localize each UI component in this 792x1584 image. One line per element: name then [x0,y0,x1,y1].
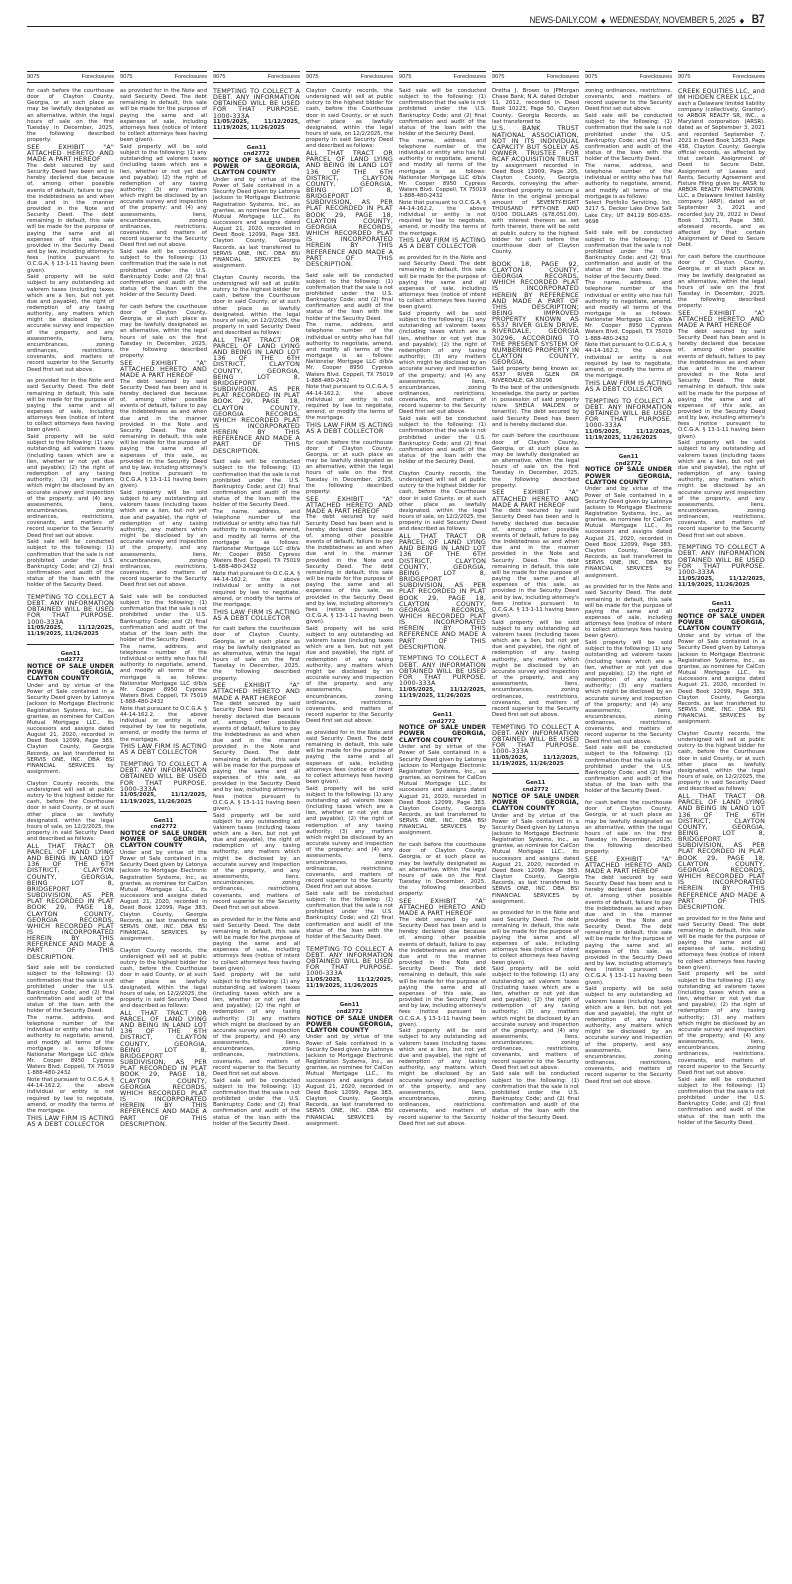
notice-paragraph: Said property will be sold subject to any outstanding ad valorem taxes (including taxes which are a lien, but not yet due and payable), the right of redemption of any taxing authority, any matters which might be disclosed by an accurate survey and inspection of the property, and any assessments, liens, encumbrances, zoning ordinances, restrictions, covenants, and matters of record superior to the Security Deed first set out above. [678,440,765,539]
notice-column [585,65,672,1577]
spacer [306,1127,393,1132]
notice-paragraph: as provided for in the Note and said Security Deed. The debt remaining in default, this sale will be made for the purpose of paying the same and all expenses of sale, including attorneys fees (notice of intent to collect attorneys fees having been given). [678,915,765,971]
notice-paragraph: Said sale will be conducted subject to the following: (1) confirmation that the sale is not prohibited under the U.S. Bankruptcy Code; and (2) final confirmation and audit of the status of the loan with the holder of the Security Deed. [399,88,486,138]
diamond-separator-icon: ◆ [600,18,606,25]
notice-divider [213,138,300,139]
notice-paragraph: Said property will be sold subject to the following: (1) any outstanding ad valorem taxes (including taxes which are a lien, whether or not yet due and payable); (2) the right of redemption of any taxing authority; (3) any matters which might be disclosed by an accurate survey and inspection of the property; and (4) any assessments, liens, encumbrances, zoning ordinances, restrictions, covenants, and matters of record superior to the Security Deed first set out above. [678,971,765,1076]
notice-paragraph: Clayton County records, the undersigned will sell at public outcry to the highest bidder for cash, before the Courthouse door in said County, or at such other place as lawfully designated, within the legal hours of sale, on 12/2/2025, the property in said Security Deed and described as follows: [306,88,393,150]
notice-paragraph: CREEK EQUITIES LLC, and IM HIDDEN CREEK LLC, [678,87,765,102]
category-label: Foreclosures [267,74,300,80]
notice-paragraph: The name, address, and telephone number of the individual or entity who has full authority to negotiate, amend, and modify all terms of the mortgage is as follows: Nationstar Mortgage LLC d/b/a Mr. Cooper 8950 Cypress Waters Blvd. Coppell, TX 75019 1-888-480-2432 [213,509,300,571]
notice-paragraph: Under and by virtue of the Power of Sale contained in a Security Deed given by Latonya Jackson to Mortgage Electronic Registration Systems, Inc., as grantee, as nominee for CalCon Mutual Mortgage LLC., its successors and assigns dated August 21, 2020, recorded in Deed Book 12099, Page 383, Clayton County, Georgia Records, as last transferred to SERVIS ONE, INC. DBA BSI FINANCIAL SERVICES by assignment. [492,812,579,905]
notice-paragraph: Note that pursuant to O.C.G.A. § 44-14-162.2, the above individual or entity is not required by law to negotiate, amend, or modify the terms of the mortgage. [306,384,393,422]
notice-paragraph: for cash before the courthouse door of Clayton County, Georgia, or at such place as may be lawfully designated as an alternative, within the legal hours of sale on the first Tuesday in December, 2025, the following described property: [213,626,300,682]
notice-paragraph: 11/05/2025, 11/12/2025, 11/19/2025, 11/26/2025 [120,792,207,805]
notice-column [492,65,579,1577]
notice-paragraph: The debt secured by said Security Deed has been and is hereby declared due because of, among other possible events of default, failure to pay the indebtedness as and when due and in the manner provided in the Note and Security Deed. The debt remaining in default, this sale will be made for the purpose of paying the same and all expenses of this sale, as provided in the Security Deed and by law, including attorney's fees (notice pursuant to O.C.G.A. § 13-1-11 having been given). [678,328,765,440]
notice-paragraph: Said sale will be conducted subject to the following: (1) confirmation that the sale is not prohibited under the U.S. Bankruptcy Code; and (2) final confirmation and audit of the status of the loan with the holder of the Security Deed. [213,459,300,509]
notice-divider [678,594,765,595]
spacer [585,1085,672,1090]
notice-body [492,88,579,1126]
notice-body [306,88,393,1132]
notice-paragraph: Gen11 [432,712,453,718]
notice-title: NOTICE OF SALE UNDER POWER GEORGIA, CLAYTON COUNTY [585,466,672,486]
notice-paragraph: The name, address, and telephone number of the individual or entity who has full authority to negotiate, amend, and modify all terms of the mortgage is as follows: Nationstar Mortgage LLC d/b/a Mr. Cooper 8950 Cypress Waters Blvd. Coppell, TX 75019 1-888-480-2432 [120,643,207,706]
spacer [213,1127,300,1132]
notice-paragraph: ALL THAT TRACT OR PARCEL OF LAND LYING AND BEING IN LAND LOT 136 OF THE 6TH DISTRICT, CLAYTON COUNTY, GEORGIA, BEING LOT 8, BRIDGEPORT SUBDIVISION, AS PER PLAT RECORDED IN PLAT BOOK 29, PAGE 18, CLAYTON COUNTY, GEORGIA RECORDS, WHICH RECORDED PLAT IS INCORPORATED HEREIN BY THIS REFERENCE AND MADE A PART OF THIS DESCRIPTION. [120,1008,207,1128]
masthead [0,0,792,28]
notice-paragraph: Said property will be sold subject to the following: (1) any outstanding ad valorem taxes (including taxes which are a lien, whether or not yet due and payable); (2) the right of redemption of any taxing authority; (3) any matters which might be disclosed by an accurate survey and inspection of the property; and (4) any assessments, liens, encumbrances, zoning ordinances, restrictions, covenants, and matters of record superior to the Security Deed first set out above. [492,966,579,1071]
notice-title: NOTICE OF SALE UNDER POWER GEORGIA, CLAYTON COUNTY [678,613,765,633]
notice-paragraph: Said property will be sold subject to any outstanding ad valorem taxes (including taxes which are a lien, but not yet due and payable), the right of redemption of any taxing authority, any matters which might be disclosed by an accurate survey and inspection of the property, and any assessments, liens, encumbrances, zoning ordinances, restrictions, covenants, and matters of record superior to the Security Deed first set out above. [120,490,207,589]
notice-paragraph: TEMPTING TO COLLECT A DEBT. ANY INFORMATION OBTAINED WILL BE USED FOR THAT PURPOSE. 1000-333A [492,722,579,756]
notice-title: NOTICE OF SALE UNDER POWER GEORGIA, CLAYTON COUNTY [399,724,486,744]
notice-paragraph: Dretha J. Brown to JPMorgan Chase Bank, N.A. dated October 11, 2012, recorded in Deed Book 10223, Page 50, Clayton County, Georgia Records, as last transferred to [492,88,579,125]
notice-paragraph: Said sale will be conducted subject to the following: (1) confirmation that the sale is not prohibited under the U.S. Bankruptcy Code; and (2) final confirmation and audit of the status of the loan with the holder of the Security Deed. [585,745,672,795]
notice-paragraph: TEMPTING TO COLLECT A DEBT. ANY INFORMATION OBTAINED WILL BE USED FOR THAT PURPOSE. 1000-333A [399,654,486,688]
notice-paragraph: for cash before the courthouse door of Clayton County, Georgia, or at such place as may be lawfully designated as an alternative, within the legal hours of sale on the first Tuesday in December, 2025, the following described property: [306,439,393,495]
notice-paragraph: The debt secured by said Security Deed has been and is hereby declared due because of, among other possible events of default, failure to pay the indebtedness as and when due and in the manner provided in the Note and Security Deed. The debt remaining in default, this sale will be made for the purpose of paying the same and all expenses of this sale, as provided in the Security Deed and by law, including attorney's fees (notice pursuant to O.C.G.A. § 13-1-11 having been given). [585,874,672,986]
notice-paragraph: THIS LAW FIRM IS ACTING AS A DEBT COLLECTOR [585,378,672,393]
notice-title: NOTICE OF SALE UNDER POWER GEORGIA, CLAYTON COUNTY [306,1014,393,1034]
notice-paragraph: Said property will be sold subject to the following: (1) any outstanding ad valorem taxes (including taxes which are a lien, whether or not yet due and payable); (2) the right of redemption of any taxing authority; (3) any matters which might be disclosed by an accurate survey and inspection of the property; and (4) any assessments, liens, encumbrances, zoning ordinances, restrictions, covenants, and matters of record superior to the Security Deed first set out above. [585,640,672,745]
notice-paragraph: Gen11 [618,454,639,461]
notice-column [120,65,207,1577]
notice-paragraph: Said sale will be conducted subject to the following: (1) confirmation that the sale is not prohibited under the U.S. Bankruptcy Code; and (2) final confirmation and audit of the status of the loan with the holder of the Security Deed. [27,539,114,589]
notice-paragraph: Said sale will be conducted subject to the following: (1) confirmation that the sale is not prohibited under the U.S. Bankruptcy Code; and (2) final confirmation and audit of the status of the loan with the holder of the Security Deed. [306,272,393,322]
notice-paragraph: cnd2772 [150,824,177,831]
notice-title: NOTICE OF SALE UNDER POWER GEORGIA, CLAYTON COUNTY [213,156,300,177]
notice-body [213,88,300,1132]
category-label: Foreclosures [453,74,486,80]
notice-paragraph: Said sale will be conducted subject to the following: (1) confirmation that the sale is not prohibited under the U.S. Bankruptcy Code; and (2) final confirmation and audit of the status of the loan with the holder of the Security Deed. [585,113,672,163]
notice-paragraph: Said sale will be conducted subject to the following: (1) confirmation that the sale is not prohibited under the U.S. Bankruptcy Code; and (2) final confirmation and audit of the status of the loan with the holder of the Security Deed. [399,416,486,466]
notice-paragraph: Gen11 [711,600,732,607]
category-label: Foreclosures [546,74,579,80]
notice-paragraph: for cash before the courthouse door of Clayton County, Georgia, or at such place as may be lawfully designated as an alternative, within the legal hours of sale on the first Tuesday in December, 2025, the following described property: [492,433,579,489]
notice-paragraph: Under and by virtue of the Power of Sale contained in a Security Deed given by Latonya Jackson to Mortgage Electronic Registration Systems, Inc., as grantee, as nominee for CalCon Mutual Mortgage LLC., its successors and assigns dated August 21, 2020, recorded in Deed Book 12099, Page 383, Clayton County, Georgia Records, as last transferred to SERVIS ONE, INC. DBA BSI FINANCIAL SERVICES by assignment. [27,682,114,776]
notice-paragraph: THIS LAW FIRM IS ACTING AS A DEBT COLLECTOR [120,742,207,757]
notice-paragraph: Clayton County records, the undersigned will sell at public outcry to the highest bidder for cash, before the Courthouse door in said County, or at such other place as lawfully designated, within the legal hours of sale, on 12/2/2025, the property in said Security Deed and described as follows: [27,780,114,843]
site-name: NEWS-DAILY.COM [529,15,597,26]
notice-paragraph: Said property will be sold subject to any outstanding ad valorem taxes (including taxes which are a lien, but not yet due and payable), the right of redemption of any taxing authority, any matters which might be disclosed by an accurate survey and inspection of the property, and any assessments, liens, encumbrances, zoning ordinances, restrictions, covenants, and matters of record superior to the Security Deed first set out above. [213,812,300,911]
notice-paragraph: Note that pursuant to O.C.G.A. § 44-14-162.2, the above individual or entity is not required by law to negotiate, amend, or modify the terms of the mortgage. [399,199,486,237]
notice-paragraph: TEMPTING TO COLLECT A DEBT. ANY INFORMATION OBTAINED WILL BE USED FOR THAT PURPOSE. 1000-333A [306,944,393,978]
notice-paragraph: ALL THAT TRACT OR PARCEL OF LAND LYING AND BEING IN LAND LOT 136 OF THE 6TH DISTRICT, CLAYTON COUNTY, GEORGIA, BEING LOT 8, BRIDGEPORT SUBDIVISION, AS PER PLAT RECORDED IN PLAT BOOK 29, PAGE 18, CLAYTON COUNTY, GEORGIA RECORDS, WHICH RECORDED PLAT IS INCORPORATED HEREIN BY THIS REFERENCE AND MADE A PART OF THIS DESCRIPTION. [27,841,114,961]
notice-paragraph: The name, address, and telephone number of the individual or entity who has full authority to negotiate, amend, and modify all terms of the mortgage is as follows: Nationstar Mortgage LLC d/b/a Mr. Cooper 8950 Cypress Waters Blvd. Coppell, TX 75019 1-888-480-2432 [399,137,486,200]
notice-paragraph: as provided for in the Note and said Security Deed. The debt remaining in default, this sale will be made for the purpose of paying the same and all expenses of sale, including attorneys fees (notice of intent to collect attorneys fees having been given). [306,729,393,786]
column-header [213,71,300,83]
notice-paragraph: Said property will be sold subject to the following: (1) any outstanding ad valorem taxes (including taxes which are a lien, whether or not yet due and payable); (2) the right of redemption of any taxing authority; (3) any matters which might be disclosed by an accurate survey and inspection of the property; and (4) any assessments, liens, encumbrances, zoning ordinances, restrictions, covenants, and matters of record superior to the Security Deed first set out above. [399,310,486,416]
category-code: 9075 [306,74,319,80]
notice-paragraph: SEE EXHIBIT "A" ATTACHED HERETO AND MADE A PART HEREOF [585,854,672,876]
notice-paragraph: Said sale will be conducted subject to the following: (1) confirmation that the sale is not prohibited under the U.S. Bankruptcy Code; and (2) final confirmation and audit of the status of the loan with the holder of the Security Deed. [585,230,672,280]
column-header [120,71,207,83]
notice-divider [120,811,207,812]
notice-title: NOTICE OF SALE UNDER POWER GEORGIA, CLAYTON COUNTY [120,829,207,850]
notice-paragraph: Said sale will be conducted subject to the following: (1) confirmation that the sale is not prohibited under the U.S. Bankruptcy Code; and (2) final confirmation and audit of the status of the loan with the holder of the Security Deed. [213,1077,300,1127]
notice-paragraph: cnd2772 [615,460,642,467]
notice-column [27,65,114,1577]
category-code: 9075 [213,74,226,80]
notice-paragraph: THIS LAW FIRM IS ACTING AS A DEBT COLLECTOR [399,236,486,251]
category-code: 9075 [492,74,505,80]
page-number: B7 [751,12,764,26]
notice-paragraph: 11/05/2025, 11/12/2025, 11/19/2025, 11/26/2025 [492,754,579,768]
notice-paragraph: Said property will be sold subject to the following: (1) any outstanding ad valorem taxes (including taxes which are a lien, whether or not yet due and payable); (2) the right of redemption of any taxing authority; (3) any matters which might be disclosed by an accurate survey and inspection of the property; and (4) any assessments, liens, encumbrances, zoning ordinances, restrictions, covenants, and matters of record superior to the Security Deed first set out above. [306,785,393,891]
notice-paragraph: Note that pursuant to O.C.G.A. § 44-14-162.2, the above individual or entity is not required by law to negotiate, amend, or modify the terms of the mortgage. [213,571,300,608]
notice-body [120,88,207,1132]
notice-paragraph: ALL THAT TRACT OR PARCEL OF LAND LYING AND BEING IN LAND LOT 136 OF THE 6TH DISTRICT, CLAYTON COUNTY, GEORGIA, BEING LOT 8, BRIDGEPORT SUBDIVISION, AS PER PLAT RECORDED IN PLAT BOOK 29, PAGE 18, CLAYTON COUNTY, GEORGIA RECORDS, WHICH RECORDED PLAT IS INCORPORATED HEREIN BY THIS REFERENCE AND MADE A PART OF THIS DESCRIPTION. [678,792,765,911]
category-code: 9075 [120,74,133,80]
notice-paragraph: Said property will be sold subject to any outstanding ad valorem taxes (including taxes which are a lien, but not yet due and payable), the right of redemption of any taxing authority, any matters which might be disclosed by an accurate survey and inspection of the property, and any assessments, liens, encumbrances, zoning ordinances, restrictions, covenants, and matters of record superior to the Security Deed first set out above. [306,625,393,725]
notice-paragraph: cnd2772 [57,657,84,664]
notice-paragraph: by assignment recorded in Deed Book 13909, Page 205, Clayton County, Georgia Records, conveying the after-described property to secure a Note in the original principal amount of SEVENTY-EIGHT THOUSAND FIFTY-ONE AND 0/100 DOLLARS ($78,051.00), with interest thereon as set forth therein, there will be sold at public outcry to the highest bidder for cash before the courthouse door of Clayton County. [492,162,579,256]
notice-paragraph: SEE EXHIBIT "A" ATTACHED HERETO AND MADE A PART HEREOF [678,308,765,330]
masthead-info [529,12,764,26]
notice-paragraph: cnd2772 [708,607,735,614]
column-header [306,71,393,83]
diamond-separator-icon: ◆ [739,18,744,25]
category-code: 9075 [27,74,40,80]
notice-paragraph: Said sale will be conducted subject to the following: (1) confirmation that the sale is not prohibited under the U.S. Bankruptcy Code; and (2) final confirmation and audit of the status of the loan with the holder of the Security Deed. [492,1071,579,1121]
notice-paragraph: Clayton County records, the undersigned will sell at public outcry to the highest bidder for cash, before the Courthouse door in said County, or at such other place as lawfully designated, within the legal hours of sale, on 12/2/2025, the property in said Security Deed and described as follows: [213,274,300,337]
notice-paragraph: THIS LAW FIRM IS ACTING AS A DEBT COLLECTOR [213,607,300,622]
notice-paragraph: The debt secured by said Security Deed has been and is hereby declared due because of, among other possible events of default, failure to pay the indebtedness as and when due and in the manner provided in the Note and Security Deed. The debt remaining in default, this sale will be made for the purpose of paying the same and all expenses of this sale, as provided in the Security Deed and by law, including attorney's fees (notice pursuant to O.C.G.A. § 13-1-11 having been given). [120,378,207,490]
notice-divider [585,447,672,448]
notice-paragraph: Note that pursuant to O.C.G.A. § 44-14-162.2, the above individual or entity is not required by law to negotiate, amend, or modify the terms of the mortgage. [585,342,672,380]
notice-column [213,65,300,1577]
notice-paragraph: Under and by virtue of the Power of Sale contained in a Security Deed given by Latonya Jackson to Mortgage Electronic Registration Systems, Inc., as grantee, as nominee for CalCon Mutual Mortgage LLC., its successors and assigns dated August 21, 2020, recorded in Deed Book 12099, Page 383, Clayton County, Georgia Records, as last transferred to SERVIS ONE, INC. DBA BSI FINANCIAL SERVICES by assignment. [585,486,672,579]
notice-paragraph: cnd2772 [243,151,270,158]
notice-paragraph: cnd2772 [336,1008,363,1015]
notice-paragraph: Clayton County records, the undersigned will sell at public outcry to the highest bidder for cash, before the Courthouse door in said County, or at such other place as lawfully designated, within the legal hours of sale, on 12/2/2025, the property in said Security Deed and described as follows: [399,470,486,533]
notice-paragraph: The debt secured by said Security Deed has been and is hereby declared due because of, among other possible events of default, failure to pay the indebtedness as and when due and in the manner provided in the Note and Security Deed. The debt remaining in default, this sale will be made for the purpose of paying the same and all expenses of this sale, as provided in the Security Deed and by law, including attorney's fees (notice pursuant to O.C.G.A. § 13-1-11 having been given). [399,917,486,1028]
notice-paragraph: THIS LAW FIRM IS ACTING AS A DEBT COLLECTOR [306,420,393,435]
column-header [399,71,486,83]
notice-paragraph: TEMPTING TO COLLECT A DEBT. ANY INFORMATION OBTAINED WILL BE USED FOR THAT PURPOSE. 1000-333A [678,543,765,576]
notice-paragraph: for cash before the courthouse door of Clayton County, Georgia, or at such place as may be lawfully designated as an alternative, within the legal hours of sale on the first Tuesday in December, 2025, the following described property: [678,254,765,310]
category-code: 9075 [585,74,598,80]
notice-paragraph: 11/05/2025, 11/12/2025, 11/19/2025, 11/26/2025 [213,119,300,132]
notice-paragraph: SEE EXHIBIT "A" ATTACHED HERETO AND MADE A PART HEREOF [492,488,579,509]
notice-body [678,88,765,1131]
notice-paragraph: 11/05/2025, 11/12/2025, 11/19/2025, 11/26/2025 [678,575,765,588]
notice-paragraph: Under and by virtue of the Power of Sale contained in a Security Deed given by Latonya Jackson to Mortgage Electronic Registration Systems, Inc., as grantee, as nominee for CalCon Mutual Mortgage LLC., its successors and assigns dated August 21, 2020, recorded in Deed Book 12099, Page 383, Clayton County, Georgia Records, as last transferred to SERVIS ONE, INC. DBA BSI FINANCIAL SERVICES by assignment. [678,633,765,726]
notice-body [585,88,672,1090]
notice-paragraph: zoning ordinances, restrictions, covenants, and matters of record superior to the Security Deed first set out above. [585,88,672,113]
notice-paragraph: Said property will be sold subject to the following: (1) any outstanding ad valorem taxes (including taxes which are a lien, whether or not yet due and payable); (2) the right of redemption of any taxing authority; (3) any matters which might be disclosed by an accurate survey and inspection of the property; and (4) any assessments, liens, encumbrances, zoning ordinances, restrictions, covenants, and matters of record superior to the Security Deed first set out above. [213,972,300,1077]
category-label: Foreclosures [639,74,672,80]
notice-paragraph: ALL THAT TRACT OR PARCEL OF LAND LYING AND BEING IN LAND LOT 136 OF THE 6TH DISTRICT, CLAYTON COUNTY, GEORGIA, BEING LOT 8, BRIDGEPORT SUBDIVISION, AS PER PLAT RECORDED IN PLAT BOOK 29, PAGE 18, CLAYTON COUNTY, GEORGIA RECORDS, WHICH RECORDED PLAT IS INCORPORATED HEREIN BY THIS REFERENCE AND MADE A PART OF THIS DESCRIPTION. [213,335,300,455]
notice-body [27,88,114,1132]
notice-paragraph: Note that pursuant to O.C.G.A. § 44-14-162.2, the above individual or entity is not required by law to negotiate, amend, or modify the terms of the mortgage. [120,705,207,743]
notice-paragraph: Said sale will be conducted subject to the following: (1) confirmation that the sale is not prohibited under the U.S. Bankruptcy Code; and (2) final confirmation and audit of the status of the loan with the holder of the Security Deed. [306,890,393,940]
issue-date: WEDNESDAY, NOVEMBER 5, 2025 [609,15,735,26]
notice-paragraph: for cash before the courthouse door of Clayton County, Georgia, or at such place as may be lawfully designated as an alternative, within the legal hours of sale on the first Tuesday in December, 2025, the following described property: [399,842,486,898]
notice-paragraph: The name, address, and telephone number of the individual or entity who has full authority to negotiate, amend, and modify all terms of the mortgage is as follows: Nationstar Mortgage LLC d/b/a Mr. Cooper 8950 Cypress Waters Blvd. Coppell, TX 75019 1-888-480-2432 [27,1015,114,1077]
notice-paragraph: The name, address, and telephone number of the individual or entity who has full authority to negotiate, amend, and modify all terms of the mortgage is as follows: Nationstar Mortgage LLC d/b/a Mr. Cooper 8950 Cypress Waters Blvd. Coppell, TX 75019 1-888-480-2432 [585,280,672,342]
notice-paragraph: Clayton County records, the undersigned will sell at public outcry to the highest bidder for cash, before the Courthouse door in said County, or at such other place as lawfully designated, within the legal hours of sale, on 12/2/2025, the property in said Security Deed and described as follows: [678,730,765,793]
notice-paragraph: 11/05/2025, 11/12/2025, 11/19/2025, 11/26/2025 [399,686,486,699]
spacer [399,1127,486,1132]
category-label: Foreclosures [174,74,207,80]
notice-paragraph: cnd2772 [522,786,549,793]
spacer [120,1127,207,1132]
notice-paragraph: ALL THAT TRACT OR PARCEL OF LAND LYING AND BEING IN LAND LOT 136 OF THE 6TH DISTRICT, CLAYTON COUNTY, GEORGIA, BEING LOT 8, BRIDGEPORT SUBDIVISION, AS PER PLAT RECORDED IN PLAT BOOK 29, PAGE 18, CLAYTON COUNTY, GEORGIA RECORDS, WHICH RECORDED PLAT IS INCORPORATED HEREIN BY THIS REFERENCE AND MADE A PART OF THIS DESCRIPTION. [306,149,393,268]
notice-title: NOTICE OF SALE UNDER POWER GEORGIA, CLAYTON COUNTY [492,792,579,812]
notice-title: NOTICE OF SALE UNDER POWER GEORGIA, CLAYTON COUNTY [27,662,114,683]
notice-paragraph: TEMPTING TO COLLECT A DEBT. ANY INFORMATION OBTAINED WILL BE USED FOR THAT PURPOSE. 1000-333A [120,760,207,793]
notice-paragraph: Select Portfolio Servicing, Inc. 3217 S. Decker Lake Drive Salt Lake City, UT 84119 800-635-9698 [585,200,672,225]
notice-paragraph: 11/05/2025, 11/12/2025, 11/19/2025, 11/26/2025 [27,625,114,638]
masthead-rule [27,26,765,27]
notice-paragraph: BOOK 18, PAGE 92, CLAYTON COUNTY, GEORGIA RECORDS, WHICH RECORDED PLAT IS INCORPORATED HEREIN BY REFERENCE AND MADE A PART OF THIS DESCRIPTION; BEING IMPROVED PROPERTY KNOWN AS 6537 RIVER GLEN DRIVE, RIVERDALE, GEORGIA 30296, ACCORDING TO THE PRESENT SYSTEM OF NUMBERING PROPERTY IN CLAYTON COUNTY, GEORGIA. [492,259,579,367]
column-header [678,71,765,83]
notice-paragraph: Gen11 [153,817,174,824]
notice-paragraph: U.S. BANK TRUST NATIONAL ASSOCIATION, NOT IN ITS INDIVIDUAL CAPACITY BUT SOLELY AS OWNER TRUSTEE FOR RCAF ACQUISITION TRUST [492,124,579,164]
notice-paragraph: for cash before the courthouse door of Clayton County, Georgia, or at such place as may be lawfully designated as an alternative, within the legal hours of sale on the first Tuesday in December, 2025, the following described property: [120,303,207,360]
category-code: 9075 [399,74,412,80]
notice-paragraph: Gen11 [60,650,81,657]
notice-paragraph: The name, address, and telephone number of the individual or entity who has full authority to negotiate, amend, and modify all terms of the mortgage is as follows: [585,162,672,200]
notice-paragraph: ALL THAT TRACT OR PARCEL OF LAND LYING AND BEING IN LAND LOT 136 OF THE 6TH DISTRICT, CLAYTON COUNTY, GEORGIA, BEING LOT 8, BRIDGEPORT SUBDIVISION, AS PER PLAT RECORDED IN PLAT BOOK 29, PAGE 18, CLAYTON COUNTY, GEORGIA RECORDS, WHICH RECORDED PLAT IS INCORPORATED HEREIN BY THIS REFERENCE AND MADE A PART OF THIS DESCRIPTION. [399,531,486,651]
notice-paragraph: TEMPTING TO COLLECT A DEBT. ANY INFORMATION OBTAINED WILL BE USED FOR THAT PURPOSE. 1000-333A [27,593,114,626]
notice-column [678,65,765,1577]
notice-paragraph: SEE EXHIBIT "A" ATTACHED HERETO AND MADE A PART HEREOF [120,358,207,380]
notice-paragraph: SEE EXHIBIT "A" ATTACHED HERETO AND MADE A PART HEREOF [399,897,486,918]
notice-divider [306,995,393,996]
category-label: Foreclosures [732,74,765,80]
notice-paragraph: for cash before the courthouse door of Clayton County, Georgia, or at such place as may be lawfully designated as an alternative, within the legal hours of sale on the first Tuesday in December, 2025, the following described property: [585,800,672,856]
notice-paragraph: Under and by virtue of the Power of Sale contained in a Security Deed given by Latonya Jackson to Mortgage Electronic Registration Systems, Inc., as grantee, as nominee for CalCon Mutual Mortgage LLC., its successors and assigns dated August 21, 2020, recorded in Deed Book 12099, Page 383, Clayton County, Georgia Records, as last transferred to SERVIS ONE, INC. DBA BSI FINANCIAL SERVICES by assignment. [213,176,300,270]
notice-paragraph: Under and by virtue of the Power of Sale contained in a Security Deed given by Latonya Jackson to Mortgage Electronic Registration Systems, Inc., as grantee, as nominee for CalCon Mutual Mortgage LLC., its successors and assigns dated August 21, 2020, recorded in Deed Book 12099, Page 383, Clayton County, Georgia Records, as last transferred to SERVIS ONE, INC. DBA BSI FINANCIAL SERVICES by assignment. [306,1034,393,1127]
notice-paragraph: TEMPTING TO COLLECT A DEBT. ANY INFORMATION OBTAINED WILL BE USED FOR THAT PURPOSE. 1000-333A [585,396,672,430]
notice-paragraph: Said sale will be conducted subject to the following: (1) confirmation that the sale is not prohibited under the U.S. Bankruptcy Code; and (2) final confirmation and audit of the status of the loan with the holder of the Security Deed. [27,965,114,1015]
notice-paragraph: SEE EXHIBIT "A" ATTACHED HERETO AND MADE A PART HEREOF [27,142,114,164]
notice-body [399,88,486,1132]
notice-paragraph: as provided for in the Note and said Security Deed. The debt remaining in default, this sale will be made for the purpose of paying the same and all expenses of sale, including attorneys fees (notice of intent to collect attorneys fees having been given). [492,910,579,966]
category-code: 9075 [678,74,691,80]
notice-paragraph: Note that pursuant to O.C.G.A. § 44-14-162.2, the above individual or entity is not required by law to negotiate, amend, or modify the terms of the mortgage. [27,1077,114,1114]
column-header [585,71,672,83]
notice-column [306,65,393,1577]
notice-paragraph: as provided for in the Note and said Security Deed. The debt remaining in default, this sale will be made for the purpose of paying the same and all expenses of sale, including attorneys fees (notice of intent to collect attorneys fees having been given). [399,255,486,311]
category-label: Foreclosures [360,74,393,80]
spacer [27,1127,114,1132]
notice-divider [27,644,114,645]
notice-paragraph: Clayton County records, the undersigned will sell at public outcry to the highest bidder for cash, before the Courthouse door in said County, or at such other place as lawfully designated, within the legal hours of sale, on 12/2/2025, the property in said Security Deed and described as follows: [120,947,207,1010]
notice-paragraph: TEMPTING TO COLLECT A DEBT. ANY INFORMATION OBTAINED WILL BE USED FOR THAT PURPOSE. 1000-333A [213,87,300,120]
notice-paragraph: Under and by virtue of the Power of Sale contained in a Security Deed given by Latonya Jackson to Mortgage Electronic Registration Systems, Inc., as grantee, as nominee for CalCon Mutual Mortgage LLC., its successors and assigns dated August 21, 2020, recorded in Deed Book 12099, Page 383, Clayton County, Georgia Records, as last transferred to SERVIS ONE, INC. DBA BSI FINANCIAL SERVICES by assignment. [399,744,486,837]
category-label: Foreclosures [81,74,114,80]
notice-paragraph: Said property will be sold subject to any outstanding ad valorem taxes (including taxes which are a lien, but not yet due and payable), the right of redemption of any taxing authority, any matters which might be disclosed by an accurate survey and inspection of the property, and any assessments, liens, encumbrances, zoning ordinances, restrictions, covenants, and matters of record superior to the Security Deed first set out above. [399,1028,486,1127]
notice-paragraph: as provided for in the Note and said Security Deed. The debt remaining in default, this sale will be made for the purpose of paying the same and all expenses of sale, including attorneys fees (notice of intent to collect attorneys fees having been given). [120,88,207,144]
notice-paragraph: The debt secured by said Security Deed has been and is hereby declared due because of, among other possible events of default, failure to pay the indebtedness as and when due and in the manner provided in the Note and Security Deed. The debt remaining in default, this sale will be made for the purpose of paying the same and all expenses of this sale, as provided in the Security Deed and by law, including attorney's fees (notice pursuant to O.C.G.A. § 13-1-11 having been given). [213,701,300,812]
notice-paragraph: Said sale will be conducted subject to the following: (1) confirmation that the sale is not prohibited under the U.S. Bankruptcy Code; and (2) final confirmation and audit of the status of the loan with the holder of the Security Deed. [678,1076,765,1126]
notice-paragraph: The name, address, and telephone number of the individual or entity who has full authority to negotiate, amend, and modify all terms of the mortgage is as follows: Nationstar Mortgage LLC d/b/a Mr. Cooper 8950 Cypress Waters Blvd. Coppell, TX 75019 1-888-480-2432 [306,322,393,384]
column-header [27,71,114,83]
notice-paragraph: Said property being known as: 6537 RIVER GLEN DR RIVERDALE, GA 30296 [492,365,579,385]
notice-paragraph: as provided for in the Note and said Security Deed. The debt remaining in default, this sale will be made for the purpose of paying the same and all expenses of sale, including attorneys fees (notice of intent to collect attorneys fees having been given). [585,584,672,640]
notice-column [399,65,486,1577]
notice-paragraph: The debt secured by said Security Deed has been and is hereby declared due because of, among other possible events of default, failure to pay the indebtedness as and when due and in the manner provided in the Note and Security Deed. The debt remaining in default, this sale will be made for the purpose of paying the same and all expenses of this sale, as provided in the Security Deed and by law, including attorney's fees (notice pursuant to O.C.G.A. § 13-1-11 having been given). [306,514,393,626]
notice-paragraph: The debt secured by said Security Deed has been and is hereby declared due because of, among other possible events of default, failure to pay the indebtedness as and when due and in the manner provided in the Note and Security Deed. The debt remaining in default, this sale will be made for the purpose of paying the same and all expenses of this sale, as provided in the Security Deed and by law, including attorney's fees (notice pursuant to O.C.G.A. § 13-1-11 having been given). [492,508,579,619]
notice-paragraph: Gen11 [246,144,267,151]
notice-paragraph: To the best of the undersigneds knowledge, the party or parties in possession of said property is/are SHEILA MALDEN or tenant(s). The debt secured by said Security Deed has been and is hereby declared due. [492,384,579,428]
spacer [678,1126,765,1131]
notice-paragraph: Gen11 [339,1002,360,1009]
notice-paragraph: Said sale will be conducted subject to the following: (1) confirmation that the sale is not prohibited under the U.S. Bankruptcy Code; and (2) final confirmation and audit of the status of the loan with the holder of the Security Deed. [120,249,207,299]
notice-divider [399,705,486,706]
notice-paragraph: Said property will be sold subject to any outstanding ad valorem taxes (including taxes which are a lien, but not yet due and payable), the right of redemption of any taxing authority, any matters which might be disclosed by an accurate survey and inspection of the property, and any assessments, liens, encumbrances, zoning ordinances, restrictions, covenants, and matters of record superior to the Security Deed first set out above. [585,986,672,1085]
notice-paragraph: Said property will be sold subject to any outstanding ad valorem taxes (including taxes which are a lien, but not yet due and payable), the right of redemption of any taxing authority, any matters which might be disclosed by an accurate survey and inspection of the property, and any assessments, liens, encumbrances, zoning ordinances, restrictions, covenants, and matters of record superior to the Security Deed first set out above. [492,619,579,718]
notice-paragraph: as provided for in the Note and said Security Deed. The debt remaining in default, this sale will be made for the purpose of paying the same and all expenses of sale, including attorneys fees (notice of intent to collect attorneys fees having been given). [213,916,300,972]
notice-paragraph: Said sale will be conducted subject to the following: (1) confirmation that the sale is not prohibited under the U.S. Bankruptcy Code; and (2) final confirmation and audit of the status of the loan with the holder of the Security Deed. [120,594,207,644]
notice-paragraph: The debt secured by said Security Deed has been and is hereby declared due because of, among other possible events of default, failure to pay the indebtedness as and when due and in the manner provided in the Note and Security Deed. The debt remaining in default, this sale will be made for the purpose of paying the same and all expenses of this sale, as provided in the Security Deed and by law, including attorney's fees (notice pursuant to O.C.G.A. § 13-1-11 having been given). [27,162,114,274]
notice-paragraph: Said property will be sold subject to the following: (1) any outstanding ad valorem taxes (including taxes which are a lien, whether or not yet due and payable); (2) the right of redemption of any taxing authority; (3) any matters which might be disclosed by an accurate survey and inspection of the property; and (4) any assessments, liens, encumbrances, zoning ordinances, restrictions, covenants, and matters of record superior to the Security Deed first set out above. [27,434,114,539]
notice-paragraph: 11/05/2025, 11/12/2025, 11/19/2025, 11/26/2025 [585,428,672,441]
notice-paragraph: 11/05/2025, 11/12/2025, 11/19/2025, 11/26/2025 [306,976,393,990]
notice-paragraph: Under and by virtue of the Power of Sale contained in a Security Deed given by Latonya Jackson to Mortgage Electronic Registration Systems, Inc., as grantee, as nominee for CalCon Mutual Mortgage LLC., its successors and assigns dated August 21, 2020, recorded in Deed Book 12099, Page 383, Clayton County, Georgia Records, as last transferred to SERVIS ONE, INC. DBA BSI FINANCIAL SERVICES by assignment. [120,849,207,943]
notice-paragraph: Said property will be sold subject to the following: (1) any outstanding ad valorem taxes (including taxes which are a lien, whether or not yet due and payable); (2) the right of redemption of any taxing authority; (3) any matters which might be disclosed by an accurate survey and inspection of the property; and (4) any assessments, liens, encumbrances, zoning ordinances, restrictions, covenants, and matters of record superior to the Security Deed first set out above. [120,143,207,249]
notice-paragraph: SEE EXHIBIT "A" ATTACHED HERETO AND MADE A PART HEREOF [306,494,393,515]
classified-columns [27,65,765,1577]
spacer [492,1121,579,1126]
column-header [492,71,579,83]
notice-paragraph: THIS LAW FIRM IS ACTING AS A DEBT COLLECTOR [27,1113,114,1128]
notice-paragraph: Said property will be sold subject to any outstanding ad valorem taxes (including taxes which are a lien, but not yet due and payable), the right of redemption of any taxing authority, any matters which might be disclosed by an accurate survey and inspection of the property, and any assessments, liens, encumbrances, zoning ordinances, restrictions, covenants, and matters of record superior to the Security Deed first set out above. [27,274,114,373]
notice-paragraph: SEE EXHIBIT "A" ATTACHED HERETO AND MADE A PART HEREOF [213,681,300,702]
notice-paragraph: for cash before the courthouse door of Clayton County, Georgia, or at such place as may be lawfully designated as an alternative, within the legal hours of sale on the first Tuesday in December, 2025, the following described property: [27,88,114,144]
notice-paragraph: as provided for in the Note and said Security Deed. The debt remaining in default, this sale will be made for the purpose of paying the same and all expenses of sale, including attorneys fees (notice of intent to collect attorneys fees having been given). [27,378,114,434]
notice-divider [492,773,579,774]
notice-paragraph: cnd2772 [429,718,456,725]
notice-paragraph: each a Delaware limited liability company (collectively, Grantor) to ARBOR REALTY SR, INC., a Maryland corporation (ARSR), dated as of September 3, 2021 and recorded September 7, 2021 in Deed Book 12633, Page 438, Clayton County, Georgia official records, as affected by that certain Assignment of Deed to Secure Debt, Assignment of Leases and Rents, Security Agreement and Fixture Filing given by ARSR to ARBOR REALTY PARTICIPATION, LLC, a Delaware limited liability company (ARP), dated as of September 3, 2021 and recorded July 29, 2022 in Deed Book 13071, Page 380, aforesaid records, and as affected by that certain Assignment of Deed to Secure Debt. [678,100,765,249]
notice-paragraph: Gen11 [525,780,546,787]
